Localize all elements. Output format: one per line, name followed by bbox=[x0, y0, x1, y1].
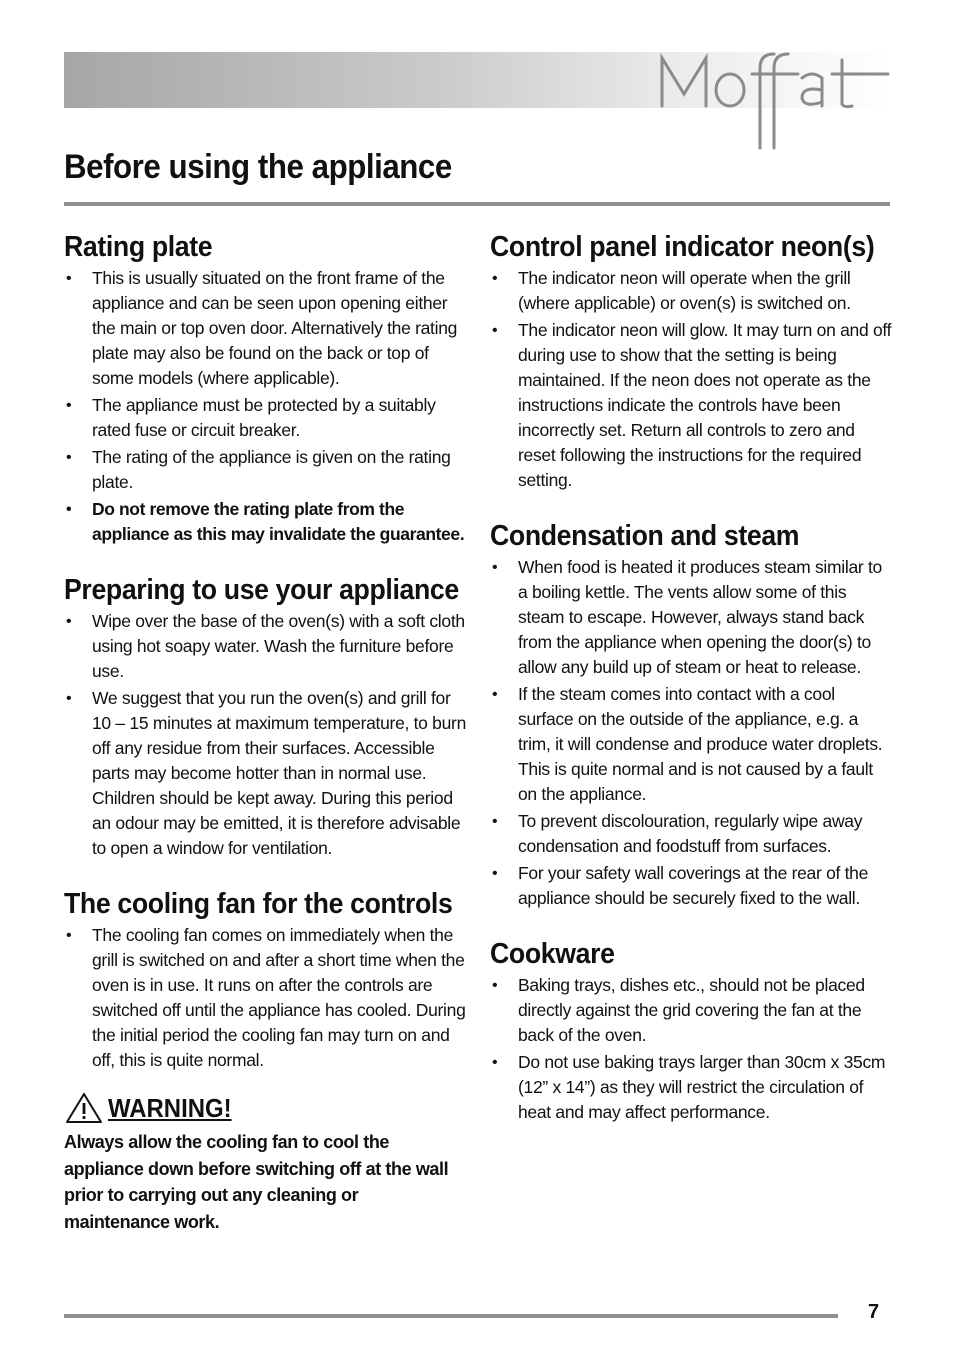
title-divider bbox=[64, 202, 890, 206]
list-item: • We suggest that you run the oven(s) and grill for 10 – 15 minutes at maximum temperature, to burn off any residue from their surfaces. Accessible parts may become hotter than in normal use. Children should be kept away. During this period an odour may be emitted, it is therefore advisable to open a window for ventilation. bbox=[64, 686, 466, 861]
section-preparing bbox=[64, 571, 466, 861]
section-indicator-neon bbox=[490, 228, 892, 493]
list-item: • Do not use baking trays larger than 30cm x 35cm (12” x 14”) as they will restrict the circulation of heat and may affect performance. bbox=[490, 1050, 892, 1125]
list-item: • Baking trays, dishes etc., should not be placed directly against the grid covering the fan at the back of the oven. bbox=[490, 973, 892, 1048]
left-column bbox=[64, 228, 466, 1235]
bullet-list bbox=[490, 266, 892, 493]
list-item: • To prevent discolouration, regularly wipe away condensation and foodstuff from surfaces. bbox=[490, 809, 892, 859]
section-cookware bbox=[490, 935, 892, 1125]
warning-title: WARNING! bbox=[108, 1092, 232, 1123]
page-title: Before using the appliance bbox=[64, 148, 452, 186]
warning-header bbox=[64, 1091, 466, 1125]
warning-triangle-icon bbox=[64, 1091, 104, 1125]
list-item: • If the steam comes into contact with a cool surface on the outside of the appliance, e.g. a trim, it will condense and produce water droplets. This is quite normal and is not caused by a fault on the appliance. bbox=[490, 682, 892, 807]
list-item: • The rating of the appliance is given on the rating plate. bbox=[64, 445, 466, 495]
bullet-list bbox=[64, 266, 466, 547]
list-item: • The indicator neon will glow. It may turn on and off during use to show that the setting is being maintained. If the neon does not operate as the instructions indicate the controls have been incorrectly set. Return all controls to zero and reset following the instructions for the required setting. bbox=[490, 318, 892, 493]
list-item: • When food is heated it produces steam similar to a boiling kettle. The vents allow some of this steam to escape. However, always stand back from the appliance when opening the door(s) to allow any build up of steam or heat to release. bbox=[490, 555, 892, 680]
section-heading: Rating plate bbox=[64, 231, 213, 263]
page-number: 7 bbox=[868, 1301, 880, 1323]
section-heading: Preparing to use your appliance bbox=[64, 574, 459, 606]
section-heading: Condensation and steam bbox=[490, 520, 800, 552]
bullet-list bbox=[490, 555, 892, 911]
list-item: • Wipe over the base of the oven(s) with a soft cloth using hot soapy water. Wash the furniture before use. bbox=[64, 609, 466, 684]
bullet-list bbox=[490, 973, 892, 1125]
bullet-list bbox=[64, 923, 466, 1073]
section-condensation bbox=[490, 517, 892, 911]
section-heading: Control panel indicator neon(s) bbox=[490, 231, 875, 263]
warning-text: Always allow the cooling fan to cool the appliance down before switching off at the wall prior to carrying out any cleaning or maintenance work. bbox=[64, 1132, 449, 1232]
footer-divider bbox=[64, 1314, 838, 1318]
list-item: • The indicator neon will operate when the grill (where applicable) or oven(s) is switched on. bbox=[490, 266, 892, 316]
section-heading: Cookware bbox=[490, 938, 615, 970]
list-item: • Do not remove the rating plate from the appliance as this may invalidate the guarantee. bbox=[64, 497, 466, 547]
moffat-logo bbox=[652, 44, 892, 154]
section-rating-plate bbox=[64, 228, 466, 547]
section-cooling-fan bbox=[64, 885, 466, 1073]
list-item: • This is usually situated on the front frame of the appliance and can be seen upon opening either the main or top oven door. Alternatively the rating plate may also be found on the back or top of some models (where applicable). bbox=[64, 266, 466, 391]
warning-box bbox=[64, 1091, 466, 1235]
list-item: • The cooling fan comes on immediately when the grill is switched on and after a short time when the oven is in use. It runs on after the controls are switched off until the appliance has cooled. During the initial period the cooling fan may turn on and off, this is quite normal. bbox=[64, 923, 466, 1073]
list-item: • For your safety wall coverings at the rear of the appliance should be securely fixed to the wall. bbox=[490, 861, 892, 911]
section-heading: The cooling fan for the controls bbox=[64, 888, 453, 920]
list-item: • The appliance must be protected by a suitably rated fuse or circuit breaker. bbox=[64, 393, 466, 443]
right-column bbox=[490, 228, 892, 1149]
bullet-list bbox=[64, 609, 466, 861]
